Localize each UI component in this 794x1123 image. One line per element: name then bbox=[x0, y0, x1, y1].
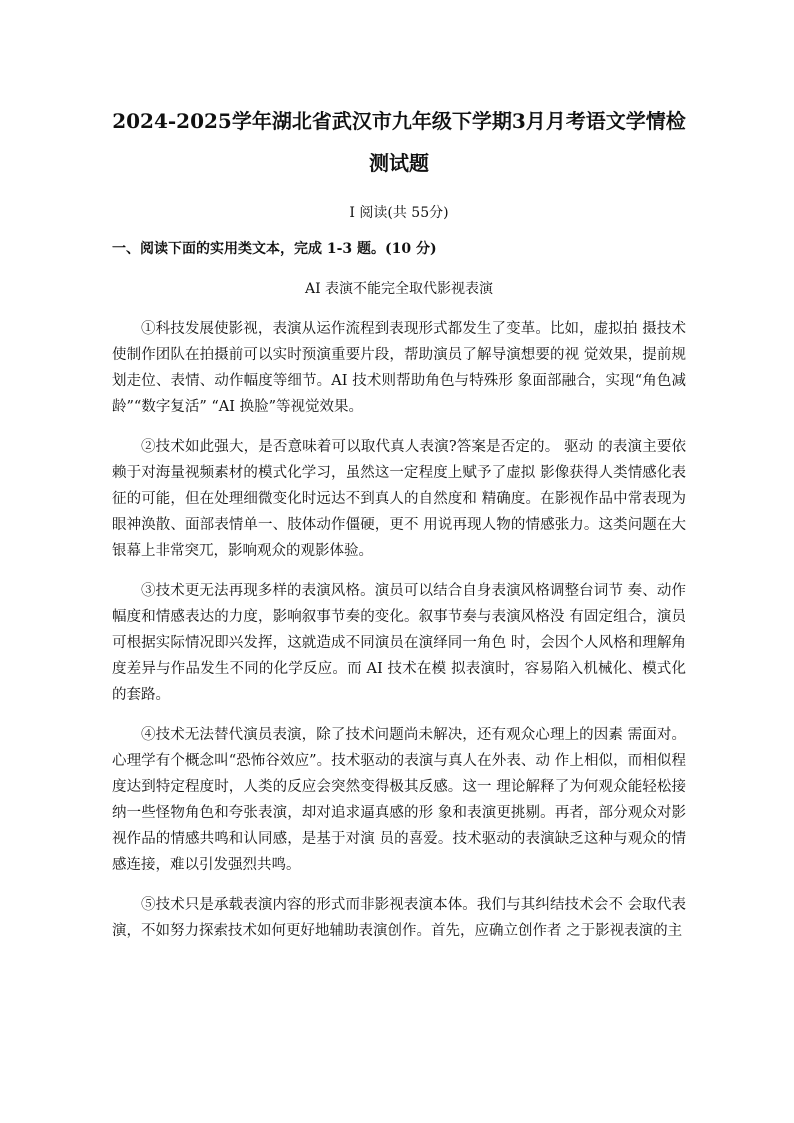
part-heading: Ⅰ 阅读(共 55分) bbox=[349, 205, 449, 221]
article-body bbox=[112, 316, 686, 944]
paragraph-5: ⑤技术只是承载表演内容的形式而非影视表演本体。我们与其纠结技术会不 会取代表演，不如努力探索技术如何更好地辅助表演创作。首先，应确立创作者 之于影视表演的主 bbox=[112, 897, 686, 939]
article-title: AI 表演不能完全取代影视表演 bbox=[304, 281, 494, 297]
document-title: 2024-2025学年湖北省武汉市九年级下学期3月月考语文学情检测试题 bbox=[112, 109, 686, 175]
paragraph-3: ③技术更无法再现多样的表演风格。演员可以结合自身表演风格调整台词节 奏、动作幅度和情感表达的力度，影响叙事节奏的变化。叙事节奏与表演风格没 有固定组合，演员可根据实际情况即兴发挥，这就造成不同演员在演绎同一角色 时，会因个人风格和理解角度差异与作品发生不同的化学反应。而 AI 技术在模 拟表演时，容易陷入机械化、模式化的套路。 bbox=[112, 583, 686, 703]
paragraph-4: ④技术无法替代演员表演，除了技术问题尚未解决，还有观众心理上的因素 需面对。心理学有个概念叫“恐怖谷效应”。技术驱动的表演与真人在外表、动 作上相似，而相似程度达到特定程度时，人类的反应会突然变得极其反感。这一 理论解释了为何观众能轻松接纳一些怪物角色和夸张表演，却对追求逼真感的形 象和表演更挑剔。再者，部分观众对影视作品的情感共鸣和认同感，是基于对演 员的喜爱。技术驱动的表演缺乏这种与观众的情感连接，难以引发强烈共鸣。 bbox=[112, 727, 686, 873]
section-heading: 一、阅读下面的实用类文本，完成 1-3 题。(10 分) bbox=[112, 241, 437, 257]
paragraph-1: ①科技发展使影视，表演从运作流程到表现形式都发生了变革。比如，虚拟拍 摄技术使制作团队在拍摄前可以实时预演重要片段，帮助演员了解导演想要的视 觉效果，提前规划走位、表情、动作幅度等细节。AI 技术则帮助角色与特殊形 象面部融合，实现“角色减龄”“数字复活” “AI 换脸”等视觉效果。 bbox=[112, 321, 686, 415]
paragraph-2: ②技术如此强大，是否意味着可以取代真人表演?答案是否定的。 驱动 的表演主要依赖于对海量视频素材的模式化学习，虽然这一定程度上赋予了虚拟 影像获得人类情感化表征的可能，但在处理细微变化时远达不到真人的自然度和 精确度。在影视作品中常表现为眼神涣散、面部表情单一、肢体动作僵硬，更不 用说再现人物的情感张力。这类问题在大银幕上非常突兀，影响观众的观影体验。 bbox=[112, 439, 686, 559]
